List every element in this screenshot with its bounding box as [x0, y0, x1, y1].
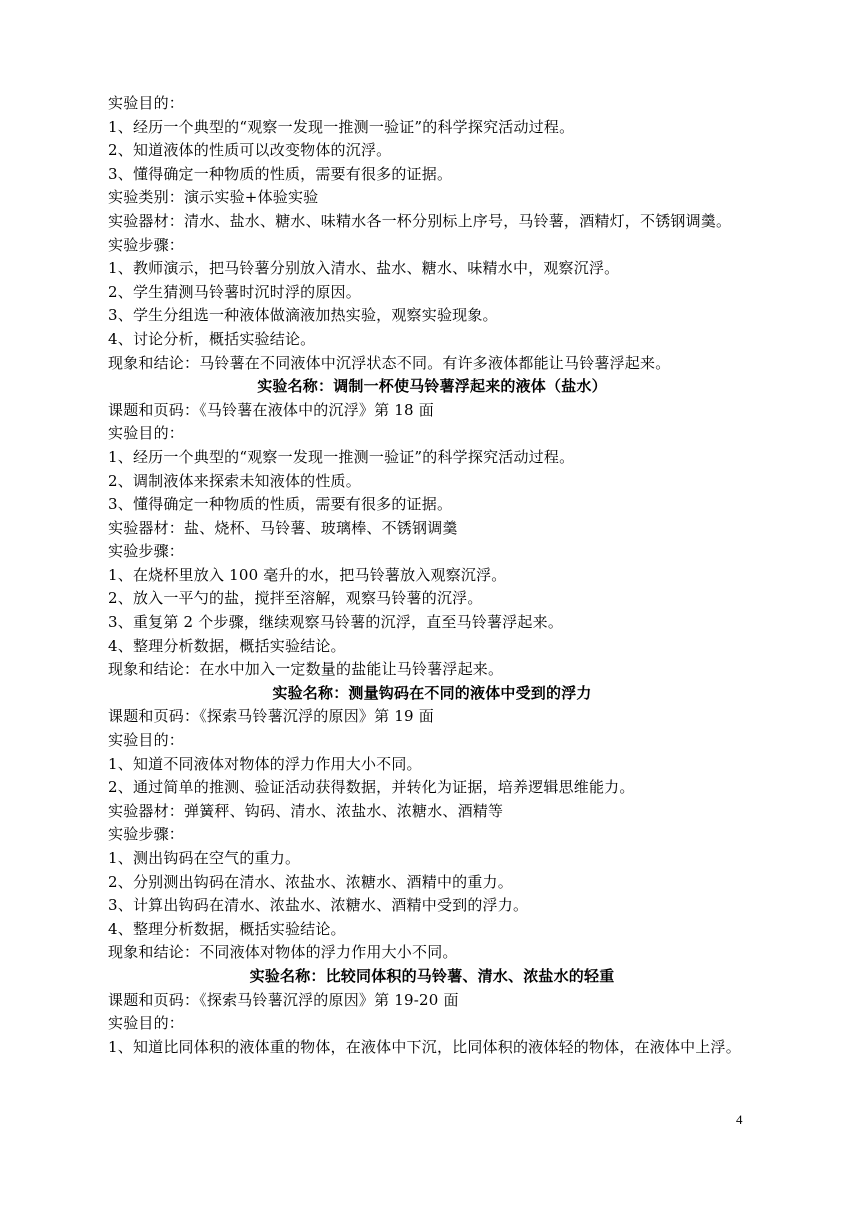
text-line: 现象和结论：在水中加入一定数量的盐能让马铃薯浮起来。 [108, 660, 504, 679]
text-line: 实验步骤： [108, 542, 185, 561]
text-line: 实验器材：盐、烧杯、马铃薯、玻璃棒、不锈钢调羹 [108, 518, 458, 537]
text-line: 实验器材：弹簧秤、钩码、清水、浓盐水、浓糖水、酒精等 [108, 801, 504, 820]
section-heading: 实验名称：调制一杯使马铃薯浮起来的液体（盐水） [257, 377, 607, 396]
text-line: 3、懂得确定一种物质的性质，需要有很多的证据。 [108, 164, 453, 183]
section-heading: 实验名称：测量钩码在不同的液体中受到的浮力 [272, 683, 592, 702]
text-line: 实验步骤： [108, 825, 185, 844]
text-line: 1、经历一个典型的“观察一发现一推测一验证”的科学探究活动过程。 [108, 117, 575, 136]
text-line: 2、分别测出钩码在清水、浓盐水、浓糖水、酒精中的重力。 [108, 872, 513, 891]
text-line: 课题和页码：《探索马铃薯沉浮的原因》第 19-20 面 [108, 990, 459, 1009]
text-line: 实验器材：清水、盐水、糖水、味精水各一杯分别标上序号，马铃薯，酒精灯，不锈钢调羹。 [108, 211, 732, 230]
text-line: 2、放入一平勺的盐，搅拌至溶解，观察马铃薯的沉浮。 [108, 589, 483, 608]
text-line: 1、测出钩码在空气的重力。 [108, 849, 301, 867]
text-line: 实验目的： [108, 731, 185, 750]
text-line: 现象和结论：马铃薯在不同液体中沉浮状态不同。有许多液体都能让马铃薯浮起来。 [108, 353, 671, 372]
document-body [108, 92, 756, 1059]
text-line: 4、整理分析数据，概括实验结论。 [108, 636, 346, 655]
section-heading: 实验名称：比较同体积的马铃薯、清水、浓盐水的轻重 [249, 966, 615, 985]
text-line: 4、整理分析数据，概括实验结论。 [108, 919, 346, 938]
text-line: 课题和页码：《探索马铃薯沉浮的原因》第 19 面 [108, 707, 434, 726]
text-line: 1、教师演示，把马铃薯分别放入清水、盐水、糖水、味精水中，观察沉浮。 [108, 259, 620, 278]
text-line: 实验类别：演示实验+体验实验 [108, 188, 319, 207]
text-line: 2、通过简单的推测、验证活动获得数据，并转化为证据，培养逻辑思维能力。 [108, 778, 635, 797]
page-number: 4 [736, 1112, 743, 1127]
text-line: 3、计算出钩码在清水、浓盐水、浓糖水、酒精中受到的浮力。 [108, 896, 529, 915]
text-line: 3、重复第 2 个步骤，继续观察马铃薯的沉浮，直至马铃薯浮起来。 [108, 613, 564, 632]
text-line: 1、在烧杯里放入 100 毫升的水，把马铃薯放入观察沉浮。 [108, 565, 507, 584]
text-line: 3、懂得确定一种物质的性质，需要有很多的证据。 [108, 495, 453, 514]
text-line: 1、知道比同体积的液体重的物体，在液体中下沉，比同体积的液体轻的物体，在液体中上浮。 [108, 1037, 741, 1056]
text-line: 1、经历一个典型的“观察一发现一推测一验证”的科学探究活动过程。 [108, 447, 575, 466]
text-line: 实验步骤： [108, 235, 185, 254]
text-line: 2、知道液体的性质可以改变物体的沉浮。 [108, 141, 392, 160]
text-line: 3、学生分组选一种液体做滴液加热实验，观察实验现象。 [108, 306, 498, 325]
text-line: 课题和页码：《马铃薯在液体中的沉浮》第 18 面 [108, 400, 434, 419]
text-line: 4、讨论分析，概括实验结论。 [108, 329, 316, 348]
text-line: 实验目的： [108, 1014, 185, 1033]
text-line: 1、知道不同液体对物体的浮力作用大小不同。 [108, 754, 422, 773]
text-line: 2、调制液体来探索未知液体的性质。 [108, 471, 361, 490]
text-line: 实验目的： [108, 94, 185, 112]
text-line: 现象和结论：不同液体对物体的浮力作用大小不同。 [108, 943, 458, 962]
text-line: 2、学生猜测马铃薯时沉时浮的原因。 [108, 282, 361, 301]
text-line: 实验目的： [108, 424, 185, 443]
